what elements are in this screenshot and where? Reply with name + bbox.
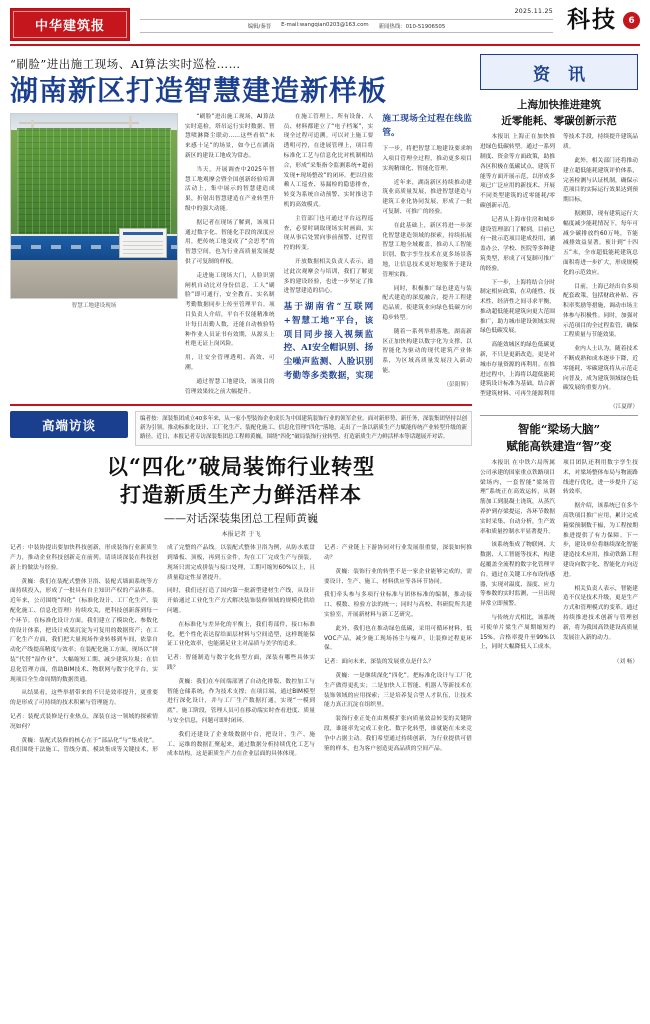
feature-badge: 高端访谈 [10, 411, 128, 438]
news1-p: 记者从上海市住房和城乡建设管理部门了解到，目前已有一批示范项目建成投用，涵盖办公、学校、医院等多种建筑类型，形成了可复制可推广的经验。 [480, 216, 555, 272]
lead-body-columns [185, 113, 472, 398]
lead-p: 用，让安全管理透明、高效、可溯。 [185, 355, 275, 371]
lead-p: 同时，积极推广绿色建造与装配式建造的深度融合，提升工程建造品质，使建筑业向绿色低碳方向稳步转型。 [382, 285, 472, 322]
news1-p: 此外，相关部门还将推动建立超低能耗建筑评价体系，完善检测与认证机制，确保示范项目的实际运行效果达到预期目标。 [563, 157, 638, 204]
feature-byline: 本报记者 于飞 [221, 531, 261, 539]
qa-p: 黄巍：一是继续深化“四化”，把标准化设计与工厂化生产做得更扎实；二是加快人工智能、机器人等新技术在装饰领域的应用探索；三是培养复合型人才队伍，让技术能力真正沉淀在组织里。 [324, 672, 472, 709]
lead-p: 下一步，将把智慧工地建设要求纳入项目管理全过程，推动更多项目实现精细化、智能化管理。 [382, 146, 472, 172]
qa-p: 同时，我们还打造了国内第一批新型建材生产线，从设计开始通过工业化生产方式解决装饰装修领域的规模化供给问题。 [167, 588, 315, 614]
qa-p: 记者：产业链上下游协同对行业发展很重要，深装如何推动？ [324, 545, 472, 561]
hotline-label: 新闻热线：010-51906505 [378, 24, 446, 30]
photo-caption: 智慧工地建设现场 [71, 302, 117, 309]
feature-body-columns [10, 544, 472, 760]
news2-p: 该系统集成了物联网、大数据、人工智能等技术，构建起覆盖全流程的数字化管理平台。通过在关键工序布设传感器，实现对温度、湿度、应力等参数的实时监测，一旦出现异常立即预警。 [480, 542, 555, 608]
pull-quote: 基于湖南省“互联网+智慧工地”平台，该项目同步接入视频监控、AI安全帽识别、扬尘噪声监测、人脸识别考勤等多类数据，实现施工现场全过程在线监管。 [283, 113, 472, 381]
lead-p: 在施工管理上，所有设备、人员、材料都建立了“电子档案”，实现全过程可追溯。可以对上施工要透明可控，在进展管理上，项目将标准化工艺与信息化比对机制相结合，形成“采集指令监测系统+超前发现+现场整改”的闭环。把以往依赖人工巡查、易漏检的隐患排查，转变为系统自动预警、实时推送手机的高效模式。 [283, 113, 374, 208]
news2-signature: （刘 畅） [613, 659, 638, 666]
feature-headline-2: 打造新质生产力鲜活样本 [120, 481, 362, 507]
news1-p: 高能效城区的绿色低碳更新，不只是更新改造，更是对城市存量资源的再利用。在推进过程中，上海将以超低能耗建筑设计标准为基础，结合新型建筑材料、可再生能源利用等技术手段，持续提升建筑品质。 [480, 134, 638, 398]
qa-p: 黄巍：装饰行业的转型不是一家企业能够完成的，需要设计、生产、施工、材料供应等各环节协同。 [324, 568, 472, 585]
news1-p: 本报讯 上海正在加快推进绿色低碳转型。通过一系列制度、资金等方面政策，助推各区积极在低碳试点、建筑节能等方面开展示范，以形成多项已广泛应用的新技术、开展不同类型建筑的近零能耗/零碳创新示范。 [480, 134, 555, 209]
section-divider [10, 404, 472, 406]
feature-header [10, 411, 472, 445]
qa-p: 黄巍：装配式装修的核心在于“部品化”与“集成化”。我们围绕干法施工、管线分离、模块集成等关键技术，形成了完整的产品线。以装配式整体卫浴为例，从防水底盘到墙板、顶板，再到五金件，均在工厂完成生产与预装，现场只需完成拼装与接口处理，工期可缩短60%以上，且质量稳定性显著提升。 [10, 545, 315, 754]
sidebar-title: 资 讯 [480, 54, 638, 90]
sidebar-divider [480, 415, 638, 416]
publication-date: 2025.11.25 [514, 8, 553, 15]
news1-p: 据测算，现有建筑运行大幅度减少能耗情况下，每年可减少碳排放约60万吨，节能减排效益显著。预计到“十四五”末，全市超低能耗建筑总面积将进一步扩大，形成规模化的示范效应。 [563, 210, 638, 276]
news1-title-1: 上海加快推进建筑 [517, 99, 601, 111]
qa-p: 我们牵头参与多项行业标准与团体标准的编制，推动接口、模数、检验方法的统一；同时与高校、科研院所共建实验室，开展新材料与新工艺研究。 [324, 592, 472, 618]
email-label: E-mail:wangqian0203@163.com [281, 22, 369, 28]
lead-p: 开放数据相关负责人表示，通过此次观摩会与培训，我们了解更多的建设经验，也进一步坚定了推进智慧建造的信心。 [283, 258, 374, 295]
contact-line [140, 19, 553, 33]
lead-article [10, 113, 472, 398]
newspaper-logo: 中华建筑报 [10, 8, 130, 41]
lead-p: “刷脸”进出施工现场，AI算法实时巡检，塔吊运行实时数据、智慧喷淋降尘联动……这些看似“未来感十足”的场景，如今已在湖南新区的建设工地成为常态。 [185, 113, 275, 159]
qa-p: 我们还建设了企业级数据中台，把设计、生产、施工、运维的数据汇聚起来，通过数据分析持续优化工艺与成本结构，这是新质生产力在企业层面的具体体现。 [167, 731, 315, 758]
news1-p: 下一步，上海将结合分时制定相应政策，在功能性、技术性、经济性之间寻求平衡，推动超低能耗建筑向更大范围推广，助力城市建设领域实现绿色低碳发展。 [480, 279, 555, 335]
masthead [10, 8, 640, 46]
masthead-info [130, 8, 563, 33]
lead-p: 随着一系列举措落地，湖南新区正加快构建以数字化为支撑、以智能化为驱动的现代建筑产业体系，为区域高质量发展注入新动能。 [382, 328, 472, 375]
section-title: 科技 [567, 6, 617, 33]
editor-label: 编辑/秦晋 [247, 24, 272, 30]
news2-p: 与传统方式相比，该系统可使单片梁生产周期缩短约15%，合格率提升至99%以上，同时大幅降低人工成本。项目团队还利用数字孪生技术，对梁场整体布局与物流路线进行优化，进一步提升了运转效率。 [480, 460, 638, 651]
news2-p: 据介绍，该系统已在多个高铁项目推广应用，累计完成箱梁预制数千榀，为工程按期推进提供了有力保障。下一步，建设单位将继续深化智能建造技术应用，推动铁路工程建设向数字化、智能化方向迈进。 [563, 503, 638, 578]
qa-p: 此外，我们也在推动绿色低碳，采用可循环材料、低VOC产品，减少施工现场扬尘与噪声，让装修过程更环保。 [324, 625, 472, 652]
qa-p: 记者：智能制造与数字化转型方面，深装有哪些具体实践？ [167, 655, 315, 671]
qa-p: 记者：面向未来，深装的发展重点是什么？ [324, 659, 434, 666]
lead-headline: 湖南新区打造智慧建造新样板 [10, 74, 388, 107]
news1-p: 业内人士认为，随着技术不断成熟和成本逐步下降，近零能耗、零碳建筑将从示范走向普及，成为建筑领域绿色低碳发展的重要方向。 [563, 346, 638, 392]
lead-p: 通过智慧工地建设，该项目的管理效果较之前大幅提升。 [185, 378, 275, 395]
lead-p: 主管部门也可通过平台远程巡查，必要时调取现场实时画面，实现从事后处置向事前预警、过程管控的转变。 [283, 215, 374, 252]
sidebar-news [480, 54, 638, 760]
news2-p: 本报讯 在中铁六局所属公司承建的国家重点铁路项目梁场内，一套智能“梁场管理”系统正在高效运转，从钢筋加工到混凝土浇筑，从蒸汽养护到存梁提运，各环节数据实时采集、自动分析，生产效率和质量控制水平显著提升。 [480, 460, 555, 535]
news2-title-2: 赋能高铁建造“智”变 [506, 438, 612, 453]
qa-p: 黄巍：我们在车间端部署了自动化排版、数控加工与智能仓储系统，作为技术支撑；在项目端，通过BIM模型进行深化设计，并与工厂生产数据打通，实现“一模到底”。施工阶段，管理人员可在移动端实时查看进度、质量与安全信息，问题可即时闭环。 [167, 678, 315, 724]
feature-subhead: ——对话深装集团总工程师黄巍 [164, 512, 318, 526]
page-number-badge: 6 [623, 12, 640, 29]
main-content [10, 54, 472, 760]
qa-p: 从结果看，这些举措带来的不只是效率提升，更重要的是形成了可持续的技术积累与管理能力。 [10, 690, 158, 707]
news2-p: 相关负责人表示，智能建造不仅是技术升级，更是生产方式和管理模式的变革。通过持续推进技术创新与管理创新，将为我国高铁建设高质量发展注入新的动力。 [563, 585, 638, 641]
news1-body [480, 133, 638, 400]
news1-title-2: 近零能耗、零碳创新示范 [501, 115, 617, 128]
news2-title-1: 智能“梁场大脑” [517, 422, 601, 437]
qa-p: 记者：中装协提出要加快科技创新，形成装饰行业新质生产力，推动企业科技创新走在前列。请谈谈深装在科技创新上的做法与经验。 [10, 545, 158, 571]
news1-signature: （江夏群） [610, 404, 638, 411]
qa-p: 记者：装配式装修是行业热点，深装在这一领域的探索情况如何？ [10, 713, 158, 730]
news1-p: 目前，上海已经出台多项配套政策，包括财政补贴、容积率奖励等措施，调动市场主体参与积极性。同时，加强对示范项目的全过程监管，确保工程质量与节能效果。 [563, 283, 638, 339]
lead-p: 在此基础上，新区将进一步深化智慧建造领域的探索，持续拓展智慧工地全域覆盖，推动人工智能识别、数字孪生技术在更多场景落地，让信息技术更好地服务于建设管理实践。 [382, 222, 472, 278]
qa-p: 在标准化与差异化的平衡上，我们将部件、接口标准化，把个性化表达留给面层材料与空间造型，这样既能保证工业化效率，也能满足业主对品质与美学的追求。 [167, 621, 315, 648]
lead-signature: （彭阳辉） [443, 381, 472, 388]
construction-site-photo [10, 113, 178, 299]
qa-p: 黄巍：我们在装配式整体卫浴、装配式墙面系统等方面持续投入，形成了一批具有自主知识产权的产品体系。近年来，公司围绕“四化”（标准化设计、工厂化生产、装配化施工、信息化管理）持续攻关，把科技创新落到每一个环节。在标准化设计方面，我们建立了模块化、参数化的设计体系，把设计成果沉淀为可复用的数据资产；在工厂化生产方面，我们把大量现场作业转移到车间，依靠自动化产线提高精度与效率；在装配化施工方面，现场以“拼装”代替“湿作业”，大幅缩短工期、减少建筑垃圾；在信息化管理方面，借助BIM技术、物联网与数字化平台，实现项目全生命周期的数据贯通。 [10, 578, 158, 683]
lead-p: 当天，开展调查中2025年智慧工地观摩会暨全国创新经验培训活动上，集中展示的智慧建造成果，折射出智慧建造在产业转型升级中的强大动能。 [185, 166, 275, 212]
qa-p: 装饰行业正处在由规模扩张向质量效益转变的关键阶段，谁能率先完成工业化、数字化转型，谁就能在未来竞争中占据主动。我们希望通过持续创新，为行业提供可借鉴的样本，也为客户创造更高品质的空间产品。 [324, 716, 472, 752]
lead-p: 走进施工现场大门，人脸识别闸机自动比对身份信息，工人“刷脸”即可通行，安全教育、实名制考勤数据同步上传至管理平台。项目负责人介绍，平台不仅能精准统计每日出勤人数，还能自动核验特种作业人员证书有效期，从源头上杜绝无证上岗风险。 [185, 272, 275, 348]
lead-p: 近年来，湖南新区持续推动建筑业高质量发展，推进智慧建造与建筑工业化协同发展，形成了一批可复制、可推广的经验。 [382, 179, 472, 216]
news2-body [480, 459, 638, 653]
lead-kicker: “刷脸”进出施工现场、AI算法实时巡检…… [10, 57, 241, 71]
editor-note: 编者按：深装集团成立40多年来，从一家小型装饰企业成长为中国建筑装饰行业的领军企业。面对新形势、新任务，深装集团坚持以创新为引领，推动标准化设计、工厂化生产、装配化施工、信息化管理“四化”落地，走出了一条以新质生产力赋能传统产业转型升级的新路径。近日，本报记者专访深装集团总工程师黄巍，围绕“四化”破局装饰行业转型、打造新质生产力鲜活样本等话题展开对话。 [135, 411, 472, 445]
feature-headline-1: 以“四化”破局装饰行业转型 [106, 453, 376, 479]
lead-p: 据记者在现场了解到，该项目通过数字化、智能化手段的深度应用，把传统工地变成了“会思考”的智慧空间，也为行业高质量发展提供了可复制的样板。 [185, 219, 275, 265]
